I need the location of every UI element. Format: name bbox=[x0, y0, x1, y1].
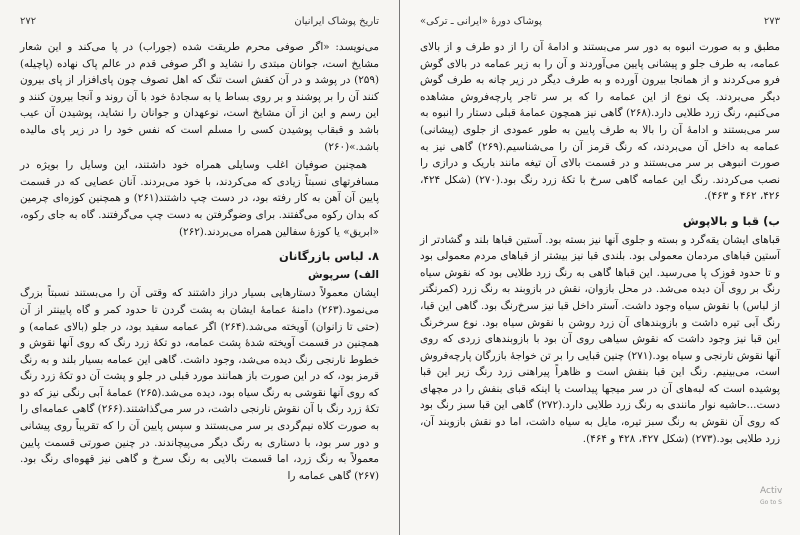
watermark-line-1: Activ bbox=[760, 486, 783, 496]
section-heading: ب) قبا و بالاپوش bbox=[682, 213, 780, 228]
section-heading: ۸. لباس بازرگانان bbox=[279, 249, 379, 264]
activation-watermark bbox=[760, 485, 800, 509]
right-page-number: ۲۷۳ bbox=[763, 16, 780, 27]
paragraph: همچنین صوفیان اغلب وسایلی همراه خود داشتند، این وسایل را بویژه در مسافرتهای نسبتاً زیادی که می‌کردند، با خود می‌بردند. آنان عصایی که در قسمت پایین آن آهن به کار رفته بود، در دست چپ داشتند(۲۶۱) و همچنین کوزه‌ای چرمین که بدان رکوه می‌گفتند. برای وضوگرفتن به دست چپ می‌گرفتند. گاه به جای رکوه، «ابریق» یا کوزهٔ سفالین همراه می‌بردند.(۲۶۲) bbox=[20, 159, 379, 238]
right-page bbox=[400, 0, 800, 535]
paragraph: ایشان معمولاً دستارهایی بسیار دراز داشتند که وقتی آن را می‌بستند نسبتاً بزرگ می‌نمود.(۲۶۳) دامنهٔ عمامهٔ ایشان به پشت گردن تا حدود کمر و گاه پایینتر از آن (حتی تا زانوان) آویخته می‌شد.(۲۶۴) اگر عمامه سفید بود، در جلو (بالای عمامه) و همچنین در قسمت آویخته شدهٔ پشت عمامه، دو تکهٔ زرد رنگ که روی آنها نقوش و خطوط نارنجی رنگ دیده می‌شد، وجود داشت. گاهی این عمامه بسیار بلند و به رنگ قرمز بود، که در این صورت باز همانند مورد قبلی در جلو و پشت آن دو تکهٔ زرد رنگ که روی آنها نقوشی به رنگ سیاه بود، دیده می‌شد.(۲۶۵) عمامهٔ آبی رنگی نیز که دو تکهٔ زرد رنگ با آن نقوش نارنجی داشت، در سر می‌گذاشتند.(۲۶۶) گاهی عمامه‌ای را به صورت کلاه نیم‌گردی بر سر می‌بستند و سپس پایین آن را که تقریباً روی پیشانی و دور سر بود، با دستاری به رنگ دیگر می‌پیچاندند. در چنین صورتی قسمت پایین معمولاً به رنگ زرد، اما قسمت بالایی به رنگ سرخ و گاهی نیز قهوه‌ای رنگ بود.(۲۶۷) گاهی عمامه را bbox=[20, 287, 380, 482]
paragraph: می‌نویسد: «اگر صوفی محرم طریقت شده (جوراب) در پا می‌کند و این شعار مشایخ است، جوانان مبتدی را نشاید و اگر صوفی قدم در عالم پاک نهاده (پاچیله)(۲۵۹) در پوشد و در آن کفش است تنگ که اهل تصوف چون پای‌افزار از پای بیرون کنند آن را بر پوشند و بر روی بساط یا به سجادهٔ خود با آن روند و آنجا بیرون کنند و این رسم و این از آن مشایخ است، نوعهدان و جوانان را نشاید، پوشیدن آن عیب باشد و قبقاب پوشیدن کسی را مسلم است که نفس خود را در زیر پای مالیده باشد.»(۲۶۰) bbox=[20, 41, 379, 153]
right-page-body bbox=[420, 39, 780, 447]
paragraph: قباهای ایشان یقه‌گرد و بسته و جلوی آنها نیز بسته بود. آستین قباها بلند و گشادتر از آستین قباهای مردمان معمولی بود. بلندی قبا نیز بیشتر از قباهای مردم معمولی بود و تا حدود قوزک پا می‌رسید. این قباها گاهی به رنگ زرد طلایی بود که نقوش سیاه رنگ بر روی آن دیده می‌شد. در محل بازوان، نقش در بازوبند به رنگ زرد (کمرنگتر از لباس) با نقوش سیاه وجود داشت. آستر داخل قبا نیز سرخ‌رنگ بود. گاهی این قبا، رنگ آبی تیره داشت و بازوبندهای آن زرد روشن با نقوش سیاه بود. نوع سرخرنگ این قبا نیز وجود داشت که نقوش سیاهی روی آن بود با بازوبندهای زردی که روی آنها نقوش نارنجی و سیاه بود.(۲۷۱) چنین قبایی را بر تن خواجهٔ بازرگان پارچه‌فروش است، می‌بینیم. رنگ این قبا بنفش است و ظاهراً پیراهنی زرد رنگ زیر این قبا پوشیده است که لبه‌های آن در سر میجها پیداست یا اینکه قبای بنفش را در مچهای دست...حاشیه نوار مانندی به رنگ زرد طلایی دارد.(۲۷۲) گاهی این قبا سبز رنگ بود که روی آن نقوش به رنگ سبز تیره، مایل به سیاه داشت، اما دو نقش بازوبند آن، زرد طلایی بود.(۲۷۳) (شکل ۴۲۷، ۴۲۸ و ۴۶۴). bbox=[420, 233, 780, 445]
left-page-body bbox=[20, 39, 379, 484]
right-running-title: پوشاک دورهٔ «ایرانی ـ ترکی» bbox=[420, 16, 542, 27]
subsection-heading: الف) سرپوش bbox=[307, 268, 379, 281]
left-page-header bbox=[20, 16, 379, 27]
left-running-title: تاریخ پوشاک ایرانیان bbox=[294, 16, 379, 27]
right-page-header bbox=[420, 16, 780, 27]
paragraph: مطبق و به صورت انبوه به دور سر می‌بستند و ادامهٔ آن را از دو طرف و از بالای عمامه، به طرف جلو و پیشانی پایین می‌آوردند و آن را به زیر عمامه در بالای گوش فرو می‌کردند و از همانجا بیرون آورده و به طرف دیگر در زیر چانه به طرف گوش دیگر می‌بردند. یک نوع از این عمامه را که بر سر تاجر پارچه‌فروش مشاهده می‌کنیم، رنگ زرد طلایی دارد.(۲۶۸) گاهی نیز همچون عمامهٔ قبلی دستار را انبوه به سر می‌بستند و ادامهٔ آن را بالا به طرف پایین به طور عمودی از جلوی (پیشانی) عمامه به داخل آن می‌بردند، که رنگ قرمز آن را می‌شناسیم.(۲۶۹) گاهی نیز به صورت انبوهی بر سر می‌بستند و در قسمت بالای آن تیغه مانند باریک و درازی را نصب می‌کردند. رنگ این عمامه گاهی سرخ با تکهٔ زرد رنگ بود.(۲۷۰) (شکل ۴۲۴، ۴۲۶، ۴۶۲ و ۴۶۳). bbox=[420, 41, 780, 203]
left-page-number: ۲۷۲ bbox=[20, 16, 37, 27]
watermark-line-2: Go to S bbox=[760, 499, 782, 506]
